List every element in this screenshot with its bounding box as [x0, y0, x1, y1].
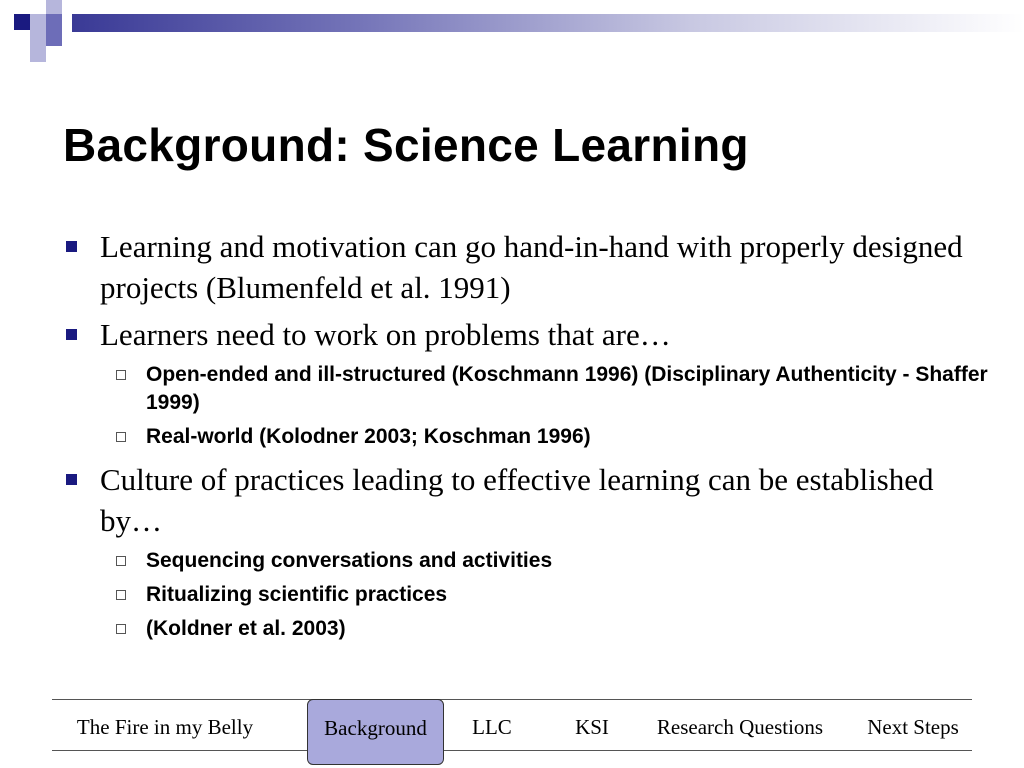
square-bullet-icon	[66, 474, 77, 485]
nav-link-llc[interactable]: LLC	[472, 715, 512, 739]
slide-navigation-bar	[52, 699, 972, 751]
sub-bullet-text: Open-ended and ill-structured (Koschmann 1996) (Disciplinary Authenticity - Shaffer 1999)	[146, 363, 988, 414]
sub-bullet-text: (Koldner et al. 2003)	[146, 617, 346, 640]
square-bullet-icon	[66, 241, 77, 252]
hollow-square-bullet-icon	[116, 370, 126, 380]
bullet-item	[62, 226, 992, 308]
sub-bullet-text: Real-world (Kolodner 2003; Koschman 1996)	[146, 425, 591, 448]
bullet-item	[62, 314, 992, 355]
nav-link-research-questions[interactable]: Research Questions	[656, 715, 824, 739]
square-bullet-icon	[66, 329, 77, 340]
nav-link-ksi[interactable]: KSI	[575, 715, 609, 739]
slide-content	[62, 226, 992, 651]
sub-bullet-item	[62, 361, 992, 417]
hollow-square-bullet-icon	[116, 624, 126, 634]
hollow-square-bullet-icon	[116, 590, 126, 600]
bullet-text: Culture of practices leading to effective learning can be established by…	[100, 462, 934, 538]
header-gradient-bar	[72, 14, 1024, 32]
bullet-item	[62, 459, 992, 541]
corner-decoration	[0, 0, 120, 70]
bullet-text: Learning and motivation can go hand-in-hand with properly designed projects (Blumenfeld et al. 1991)	[100, 229, 963, 305]
sub-bullet-item	[62, 547, 992, 575]
slide-title: Background: Science Learning	[63, 119, 749, 171]
nav-link-fire-in-my-belly[interactable]: The Fire in my Belly	[76, 715, 254, 739]
sub-bullet-text: Ritualizing scientific practices	[146, 583, 448, 606]
sub-bullet-list	[62, 547, 992, 643]
bullet-text: Learners need to work on problems that are…	[100, 317, 671, 352]
sub-bullet-item	[62, 615, 992, 643]
sub-bullet-item	[62, 423, 992, 451]
sub-bullet-item	[62, 581, 992, 609]
nav-link-next-steps[interactable]: Next Steps	[867, 715, 959, 739]
nav-link-background[interactable]: Background	[307, 699, 444, 765]
sub-bullet-text: Sequencing conversations and activities	[146, 549, 553, 572]
sub-bullet-list	[62, 361, 992, 451]
hollow-square-bullet-icon	[116, 432, 126, 442]
hollow-square-bullet-icon	[116, 556, 126, 566]
